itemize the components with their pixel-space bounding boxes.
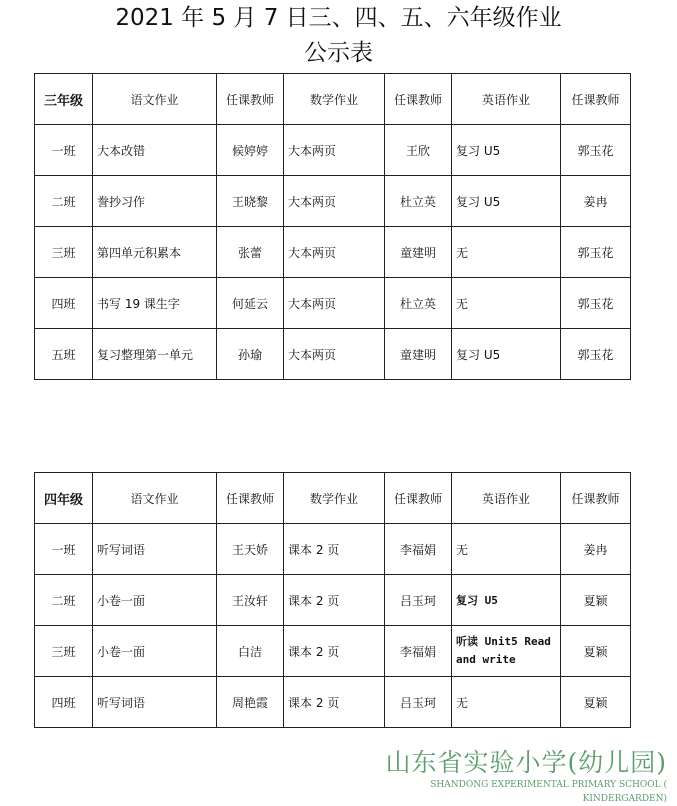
page-title: 2021 年 5 月 7 日三、四、五、六年级作业 bbox=[115, 5, 562, 31]
teacher-cell: 何延云 bbox=[217, 278, 284, 329]
header-chinese: 语文作业 bbox=[93, 74, 217, 125]
header-chinese: 语文作业 bbox=[93, 473, 217, 524]
class-cell: 三班 bbox=[35, 626, 93, 677]
chinese-homework-cell: 小卷一面 bbox=[93, 626, 217, 677]
chinese-homework-cell: 第四单元积累本 bbox=[93, 227, 217, 278]
chinese-homework-cell: 誊抄习作 bbox=[93, 176, 217, 227]
english-homework-cell: 无 bbox=[452, 677, 561, 728]
chinese-homework-cell: 小卷一面 bbox=[93, 575, 217, 626]
grade3-homework-table bbox=[34, 73, 631, 380]
class-cell: 二班 bbox=[35, 575, 93, 626]
header-english: 英语作业 bbox=[452, 473, 561, 524]
math-homework-cell: 课本 2 页 bbox=[284, 524, 385, 575]
grade-label: 三年级 bbox=[35, 74, 93, 125]
teacher-cell: 郭玉花 bbox=[561, 329, 631, 380]
header-math: 数学作业 bbox=[284, 74, 385, 125]
teacher-cell: 郭玉花 bbox=[561, 227, 631, 278]
grade-label: 四年级 bbox=[35, 473, 93, 524]
table-header-row bbox=[35, 473, 631, 524]
teacher-cell: 杜立英 bbox=[385, 176, 452, 227]
chinese-homework-cell: 听写词语 bbox=[93, 677, 217, 728]
chinese-homework-cell: 复习整理第一单元 bbox=[93, 329, 217, 380]
teacher-cell: 夏颖 bbox=[561, 575, 631, 626]
math-homework-cell: 课本 2 页 bbox=[284, 575, 385, 626]
class-cell: 五班 bbox=[35, 329, 93, 380]
english-homework-cell: 复习 U5 bbox=[452, 125, 561, 176]
class-cell: 三班 bbox=[35, 227, 93, 278]
table-row bbox=[35, 125, 631, 176]
teacher-cell: 王汝轩 bbox=[217, 575, 284, 626]
header-teacher: 任课教师 bbox=[561, 473, 631, 524]
chinese-homework-cell: 听写词语 bbox=[93, 524, 217, 575]
class-cell: 一班 bbox=[35, 524, 93, 575]
teacher-cell: 李福娟 bbox=[385, 626, 452, 677]
teacher-cell: 夏颖 bbox=[561, 677, 631, 728]
math-homework-cell: 课本 2 页 bbox=[284, 626, 385, 677]
english-homework-cell: 无 bbox=[452, 278, 561, 329]
english-homework-cell: 听读 Unit5 Read and write bbox=[452, 626, 561, 677]
teacher-cell: 白洁 bbox=[217, 626, 284, 677]
english-homework-cell: 复习 U5 bbox=[452, 176, 561, 227]
teacher-cell: 郭玉花 bbox=[561, 125, 631, 176]
table-row bbox=[35, 626, 631, 677]
english-homework-cell: 无 bbox=[452, 524, 561, 575]
class-cell: 四班 bbox=[35, 677, 93, 728]
header-math: 数学作业 bbox=[284, 473, 385, 524]
table-header-row bbox=[35, 74, 631, 125]
teacher-cell: 李福娟 bbox=[385, 524, 452, 575]
school-logo bbox=[367, 748, 667, 806]
header-teacher: 任课教师 bbox=[217, 473, 284, 524]
math-homework-cell: 大本两页 bbox=[284, 125, 385, 176]
teacher-cell: 张蕾 bbox=[217, 227, 284, 278]
teacher-cell: 吕玉珂 bbox=[385, 677, 452, 728]
class-cell: 四班 bbox=[35, 278, 93, 329]
teacher-cell: 童建明 bbox=[385, 329, 452, 380]
page-subtitle: 公示表 bbox=[304, 40, 373, 66]
teacher-cell: 杜立英 bbox=[385, 278, 452, 329]
chinese-homework-cell: 大本改错 bbox=[93, 125, 217, 176]
teacher-cell: 夏颖 bbox=[561, 626, 631, 677]
table-row bbox=[35, 278, 631, 329]
teacher-cell: 郭玉花 bbox=[561, 278, 631, 329]
class-cell: 二班 bbox=[35, 176, 93, 227]
table-row bbox=[35, 524, 631, 575]
header-teacher: 任课教师 bbox=[217, 74, 284, 125]
teacher-cell: 王天娇 bbox=[217, 524, 284, 575]
teacher-cell: 姜冉 bbox=[561, 176, 631, 227]
teacher-cell: 王晓黎 bbox=[217, 176, 284, 227]
header-teacher: 任课教师 bbox=[561, 74, 631, 125]
teacher-cell: 周艳霞 bbox=[217, 677, 284, 728]
math-homework-cell: 大本两页 bbox=[284, 227, 385, 278]
table-row bbox=[35, 329, 631, 380]
table-row bbox=[35, 227, 631, 278]
header-teacher: 任课教师 bbox=[385, 74, 452, 125]
english-homework-cell: 复习 U5 bbox=[452, 329, 561, 380]
header-english: 英语作业 bbox=[452, 74, 561, 125]
grade4-homework-table bbox=[34, 472, 631, 728]
header-teacher: 任课教师 bbox=[385, 473, 452, 524]
table-row bbox=[35, 176, 631, 227]
math-homework-cell: 大本两页 bbox=[284, 176, 385, 227]
teacher-cell: 童建明 bbox=[385, 227, 452, 278]
table-row bbox=[35, 677, 631, 728]
school-name-en: SHANDONG EXPERIMENTAL PRIMARY SCHOOL ( KINDERGARDEN) bbox=[430, 780, 667, 804]
teacher-cell: 孙瑜 bbox=[217, 329, 284, 380]
school-name-cn: 山东省实验小学(幼儿园) bbox=[385, 748, 667, 777]
math-homework-cell: 大本两页 bbox=[284, 278, 385, 329]
english-homework-cell: 复习 U5 bbox=[452, 575, 561, 626]
teacher-cell: 王欣 bbox=[385, 125, 452, 176]
math-homework-cell: 大本两页 bbox=[284, 329, 385, 380]
chinese-homework-cell: 书写 19 课生字 bbox=[93, 278, 217, 329]
teacher-cell: 候婷婷 bbox=[217, 125, 284, 176]
table-row bbox=[35, 575, 631, 626]
english-homework-cell: 无 bbox=[452, 227, 561, 278]
class-cell: 一班 bbox=[35, 125, 93, 176]
math-homework-cell: 课本 2 页 bbox=[284, 677, 385, 728]
teacher-cell: 姜冉 bbox=[561, 524, 631, 575]
teacher-cell: 吕玉珂 bbox=[385, 575, 452, 626]
